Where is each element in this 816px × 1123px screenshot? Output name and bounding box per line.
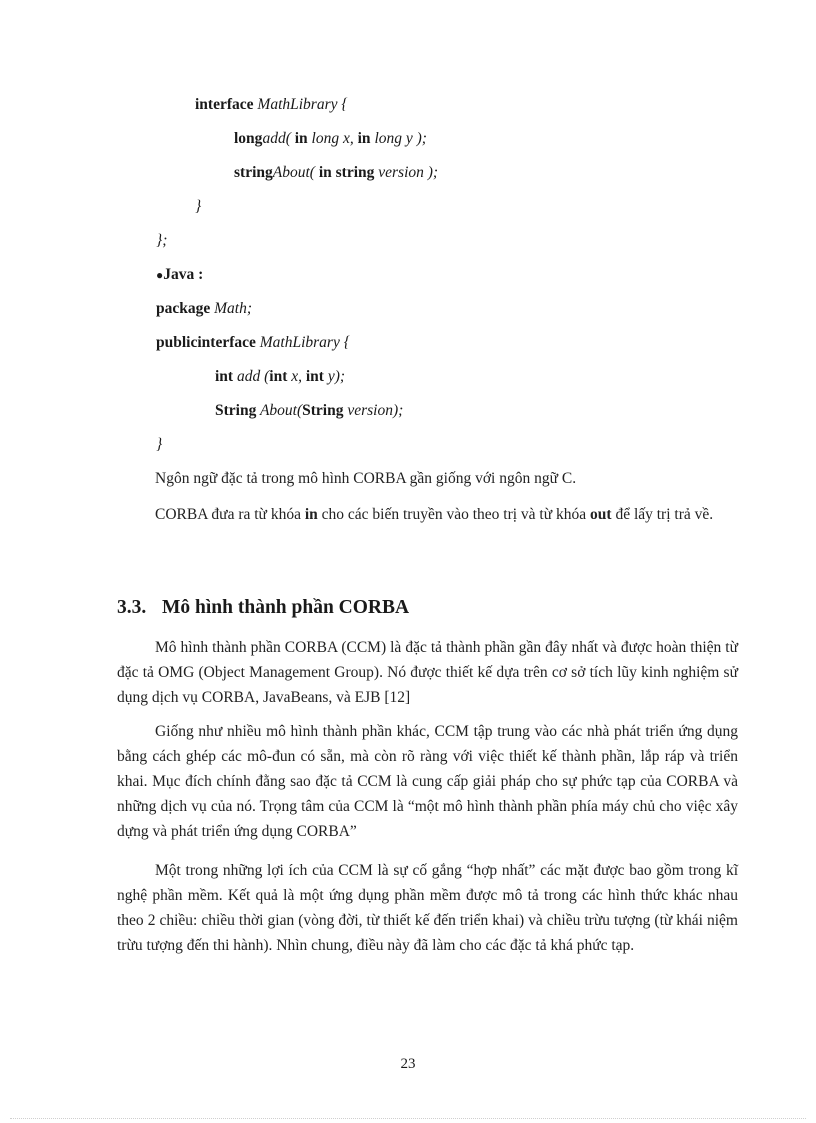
code-line-package: package Math; <box>156 300 253 317</box>
code-line-about: stringAbout( in string version ); <box>234 164 439 181</box>
code-line-java-add: int add (int x, int y); <box>215 368 346 385</box>
paragraph-in-out-keywords: CORBA đưa ra từ khóa in cho các biến truyền vào theo trị và từ khóa out để lấy trị trả về. <box>155 506 714 523</box>
code-line-java-about: String About(String version); <box>215 402 404 419</box>
section-number: 3.3. <box>117 597 147 618</box>
section-title: Mô hình thành phần CORBA <box>162 597 410 618</box>
code-line-add: longadd( in long x, in long y ); <box>234 130 427 147</box>
paragraph-idl-note: Ngôn ngữ đặc tả trong mô hình CORBA gần giống với ngôn ngữ C. <box>155 470 577 487</box>
section-heading <box>117 597 409 619</box>
paragraph-ccm-intro: Mô hình thành phần CORBA (CCM) là đặc tả thành phần gần đây nhất và được hoàn thiện từ đặc tả OMG (Object Management Group). Nó được thiết kế dựa trên cơ sở tích lũy kinh nghiệm sử dụng dịch vụ CORBA, JavaBeans, và EJB [12] <box>117 639 738 706</box>
paragraph-ccm-focus: Giống như nhiều mô hình thành phần khác, CCM tập trung vào các nhà phát triển ứng dụng bằng cách ghép các mô-đun có sẵn, mà còn rõ ràng với việc thiết kế thành phần, lắp ráp và triển khai. Mục đích chính đằng sao đặc tả CCM là cung cấp giải pháp cho sự phức tạp của CORBA và những dịch vụ của nó. Trọng tâm của CCM là “một mô hình thành phần phía máy chủ cho việc xây dựng và phát triển ứng dụng CORBA” <box>117 723 738 840</box>
code-line-close-brace: } <box>195 198 202 215</box>
page-bottom-divider <box>10 1118 806 1119</box>
page-number: 23 <box>400 1056 416 1072</box>
code-line-java-close: } <box>156 436 163 453</box>
code-line-public-interface: publicinterface MathLibrary { <box>156 334 350 351</box>
bullet-icon: ● <box>156 268 164 282</box>
paragraph-ccm-benefits: Một trong những lợi ích của CCM là sự cố gắng “hợp nhất” các mặt được bao gồm trong kĩ nghệ phần mềm. Kết quả là một ứng dụng phần mềm được mô tả trong các hình thức khác nhau theo 2 chiều: chiều thời gian (vòng đời, từ thiết kế đến triển khai) và chiều trừu tượng (từ khái niệm trừu tượng đến thi hành). Nhìn chung, điều này đã làm cho các đặc tả khá phức tạp. <box>117 862 738 954</box>
code-line-close-module: }; <box>156 232 168 249</box>
code-line-interface: interface MathLibrary { <box>195 96 348 113</box>
java-bullet-heading: ●Java : <box>156 266 204 283</box>
